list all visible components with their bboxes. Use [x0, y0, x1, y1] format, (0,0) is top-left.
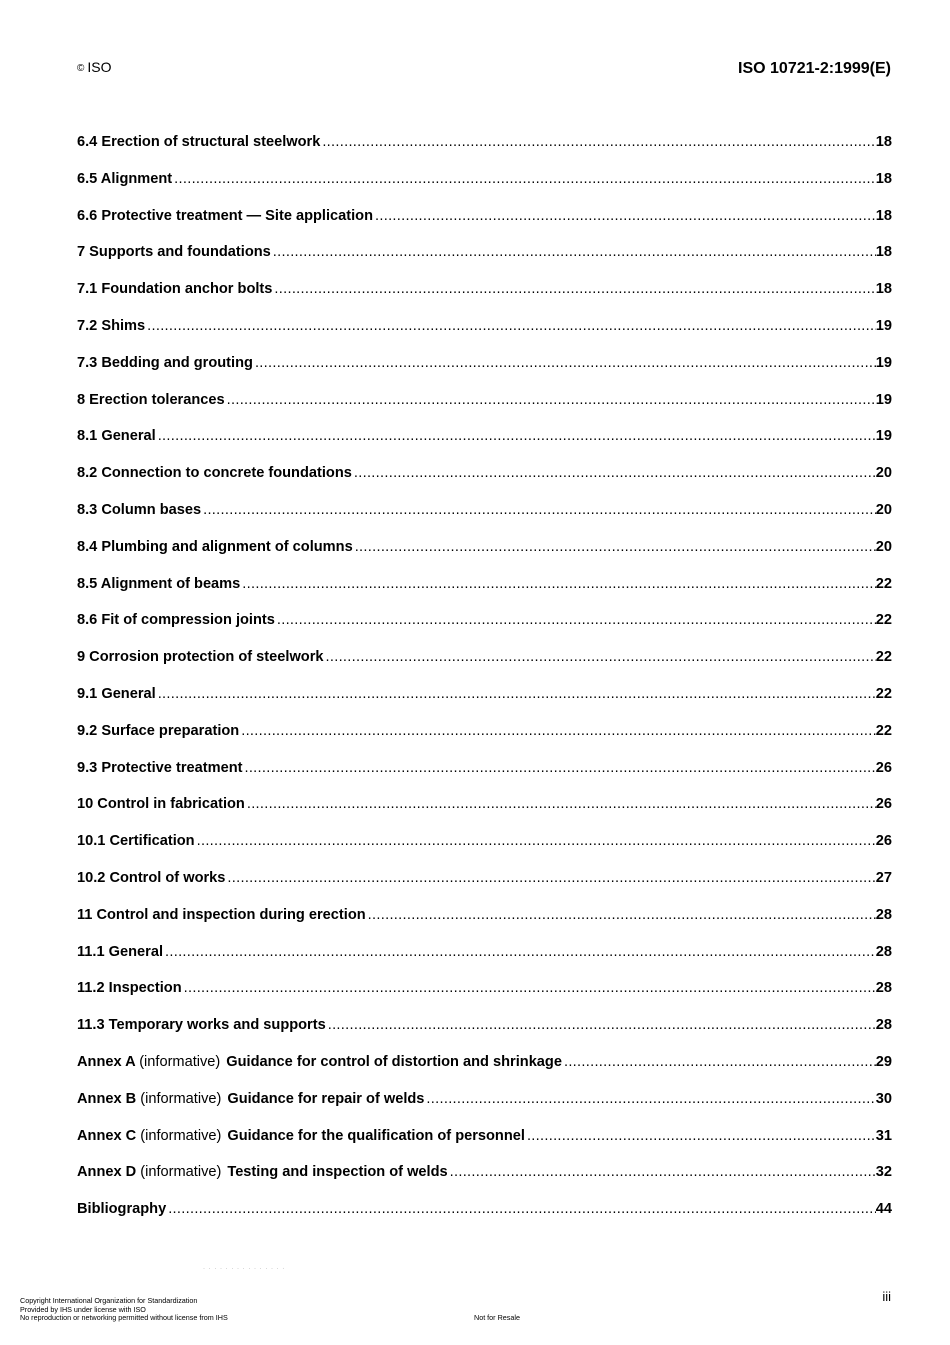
toc-entry-title: 7.2 Shims: [77, 317, 146, 334]
copyright-symbol: ©: [77, 63, 85, 74]
toc-page-number: 29: [875, 1053, 892, 1070]
toc-entry-title: 6.6 Protective treatment — Site application: [77, 207, 374, 224]
footer-copyright-line: Provided by IHS under license with ISO: [20, 1304, 146, 1314]
toc-entry[interactable]: [77, 979, 892, 1016]
standard-id: ISO 10721-2:1999(E): [738, 60, 891, 77]
toc-annex-entry[interactable]: [77, 1163, 892, 1200]
toc-dot-leader: [275, 611, 876, 629]
toc-page-number: 20: [875, 465, 892, 482]
toc-annex-entry[interactable]: [77, 1053, 892, 1090]
toc-entry[interactable]: [77, 317, 892, 354]
toc-dot-leader: [424, 1090, 875, 1108]
annex-label: Annex A: [77, 1053, 136, 1070]
header-copyright: [77, 58, 112, 78]
toc-page-number: 26: [875, 759, 892, 776]
toc-entry[interactable]: [77, 170, 892, 207]
toc-entry-title: 8.3 Column bases: [77, 501, 202, 518]
toc-page-number: 44: [875, 1201, 892, 1218]
toc-page-number: 28: [875, 980, 892, 997]
footer-copyright: [20, 1297, 228, 1323]
toc-annex-entry[interactable]: [77, 1090, 892, 1127]
toc-entry-title: 11.2 Inspection: [77, 980, 182, 997]
not-for-resale: Not for Resale: [474, 1313, 520, 1322]
toc-dot-leader: [145, 317, 876, 335]
toc-page-number: 28: [875, 1017, 892, 1034]
toc-entry-title: 8.5 Alignment of beams: [77, 575, 241, 592]
annex-label: Annex C: [77, 1127, 137, 1144]
toc-page-number: 22: [875, 612, 892, 629]
toc-page-number: 28: [875, 906, 892, 923]
toc-entry-title: 9 Corrosion protection of steelwork: [77, 649, 324, 666]
toc-entry-title: 9.2 Surface preparation: [77, 722, 240, 739]
toc-entry[interactable]: [77, 575, 892, 612]
toc-dot-leader: [163, 943, 876, 961]
toc-entry-title: 10 Control in fabrication: [77, 796, 245, 813]
toc-page-number: 19: [875, 428, 892, 445]
toc-dot-leader: [253, 354, 876, 372]
toc-page-number: 28: [875, 943, 892, 960]
toc-entry-title: [77, 1090, 424, 1108]
toc-entry[interactable]: [77, 648, 892, 685]
toc-entry[interactable]: [77, 1016, 892, 1053]
toc-page-number: 26: [875, 796, 892, 813]
toc-entry-title: Bibliography: [77, 1201, 167, 1218]
toc-entry-title: 11.3 Temporary works and supports: [77, 1017, 326, 1034]
toc-entry-title: [77, 1163, 448, 1181]
toc-page-number: 18: [875, 244, 892, 261]
toc-entry[interactable]: [77, 795, 892, 832]
toc-dot-leader: [172, 170, 876, 188]
toc-entry-title: 7.1 Foundation anchor bolts: [77, 281, 273, 298]
page-number: iii: [882, 1289, 891, 1304]
toc-entry[interactable]: [77, 611, 892, 648]
toc-dot-leader: [373, 207, 876, 225]
faint-dots-artifact: · · · · · · · · · · · · · · ·: [203, 1266, 286, 1272]
toc-page-number: 30: [875, 1090, 892, 1107]
toc-page-number: 19: [875, 354, 892, 371]
annex-title: Testing and inspection of welds: [227, 1164, 448, 1181]
toc-entry-title: 9.3 Protective treatment: [77, 759, 243, 776]
toc-entry[interactable]: [77, 759, 892, 796]
toc-dot-leader: [353, 538, 876, 556]
toc-entry-title: 10.2 Control of works: [77, 869, 226, 886]
toc-page-number: 18: [875, 134, 892, 150]
annex-title: Guidance for control of distortion and shrinkage: [226, 1053, 562, 1070]
toc-dot-leader: [320, 133, 875, 151]
toc-page-number: 26: [875, 833, 892, 850]
toc-dot-leader: [352, 464, 876, 482]
toc-entry[interactable]: [77, 427, 892, 464]
toc-page-number: 22: [875, 649, 892, 666]
annex-title: Guidance for repair of welds: [227, 1090, 425, 1107]
annex-label: Annex B: [77, 1090, 137, 1107]
toc-dot-leader: [156, 427, 876, 445]
toc-entry-title: 8.1 General: [77, 428, 156, 445]
toc-entry-title: 8.6 Fit of compression joints: [77, 612, 275, 629]
header-org: ISO: [87, 59, 112, 75]
toc-entry[interactable]: [77, 869, 892, 906]
toc-dot-leader: [156, 685, 876, 703]
toc-dot-leader: [195, 832, 876, 850]
toc-entry-title: 7.3 Bedding and grouting: [77, 354, 253, 371]
toc-dot-leader: [562, 1053, 876, 1071]
toc-entry[interactable]: [77, 464, 892, 501]
toc-dot-leader: [166, 1200, 876, 1218]
toc-dot-leader: [271, 243, 876, 261]
toc-entry[interactable]: [77, 685, 892, 722]
toc-entry[interactable]: [77, 280, 892, 317]
toc-dot-leader: [448, 1163, 876, 1181]
toc-page-number: 20: [875, 501, 892, 518]
toc-page-number: 22: [875, 685, 892, 702]
toc-entry-title: 11.1 General: [77, 943, 164, 960]
toc-entry-title: 10.1 Certification: [77, 833, 195, 850]
annex-title: Guidance for the qualification of personnel: [227, 1127, 525, 1144]
toc-page-number: 27: [875, 869, 892, 886]
toc-dot-leader: [324, 648, 876, 666]
toc-entry[interactable]: [77, 538, 892, 575]
toc-page-number: 19: [875, 391, 892, 408]
toc-entry[interactable]: [77, 722, 892, 759]
annex-label: Annex D: [77, 1164, 137, 1181]
toc-page-number: 22: [875, 575, 892, 592]
toc-entry-title: 7 Supports and foundations: [77, 244, 271, 261]
toc-page-number: 18: [875, 170, 892, 187]
toc-bibliography-entry[interactable]: [77, 1200, 892, 1237]
toc-entry-title: 8.4 Plumbing and alignment of columns: [77, 538, 353, 555]
toc-dot-leader: [201, 501, 876, 519]
toc-page-number: 31: [875, 1127, 892, 1144]
toc-page-number: 19: [875, 317, 892, 334]
annex-type: (informative): [140, 1164, 222, 1181]
annex-type: (informative): [139, 1053, 221, 1070]
toc-dot-leader: [525, 1127, 876, 1145]
toc-entry[interactable]: [77, 391, 892, 428]
toc-dot-leader: [240, 575, 875, 593]
toc-entry[interactable]: [77, 133, 892, 170]
toc-entry-title: 9.1 General: [77, 685, 156, 702]
toc-dot-leader: [225, 869, 875, 887]
footer-copyright-line: No reproduction or networking permitted without license from IHS: [20, 1313, 228, 1323]
toc-entry-title: 6.5 Alignment: [77, 170, 173, 187]
toc-page-number: 18: [875, 207, 892, 224]
toc-entry[interactable]: [77, 243, 892, 280]
toc-annex-entry[interactable]: [77, 1127, 892, 1164]
toc-entry[interactable]: [77, 832, 892, 869]
table-of-contents: [77, 133, 892, 1237]
toc-dot-leader: [366, 906, 876, 924]
toc-dot-leader: [182, 979, 876, 997]
toc-entry-title: 8.2 Connection to concrete foundations: [77, 465, 352, 482]
toc-entry[interactable]: [77, 943, 892, 980]
toc-page-number: 32: [875, 1164, 892, 1181]
toc-page-number: 18: [875, 281, 892, 298]
toc-entry-title: 11 Control and inspection during erection: [77, 906, 366, 923]
toc-dot-leader: [225, 391, 876, 409]
toc-entry[interactable]: [77, 207, 892, 244]
toc-entry[interactable]: [77, 906, 892, 943]
toc-entry-title: 6.4 Erection of structural steelwork: [77, 134, 321, 150]
toc-dot-leader: [245, 795, 876, 813]
toc-dot-leader: [242, 759, 875, 777]
toc-entry[interactable]: [77, 501, 892, 538]
annex-type: (informative): [140, 1090, 222, 1107]
toc-dot-leader: [326, 1016, 876, 1034]
toc-dot-leader: [239, 722, 876, 740]
toc-entry-title: [77, 1127, 525, 1145]
toc-page-number: 22: [875, 722, 892, 739]
toc-page-number: 20: [875, 538, 892, 555]
annex-type: (informative): [140, 1127, 222, 1144]
toc-entry-title: [77, 1053, 562, 1071]
toc-entry-title: 8 Erection tolerances: [77, 391, 225, 408]
toc-entry[interactable]: [77, 354, 892, 391]
footer-copyright-line: Copyright International Organization for Standardization: [20, 1296, 198, 1305]
toc-dot-leader: [272, 280, 875, 298]
